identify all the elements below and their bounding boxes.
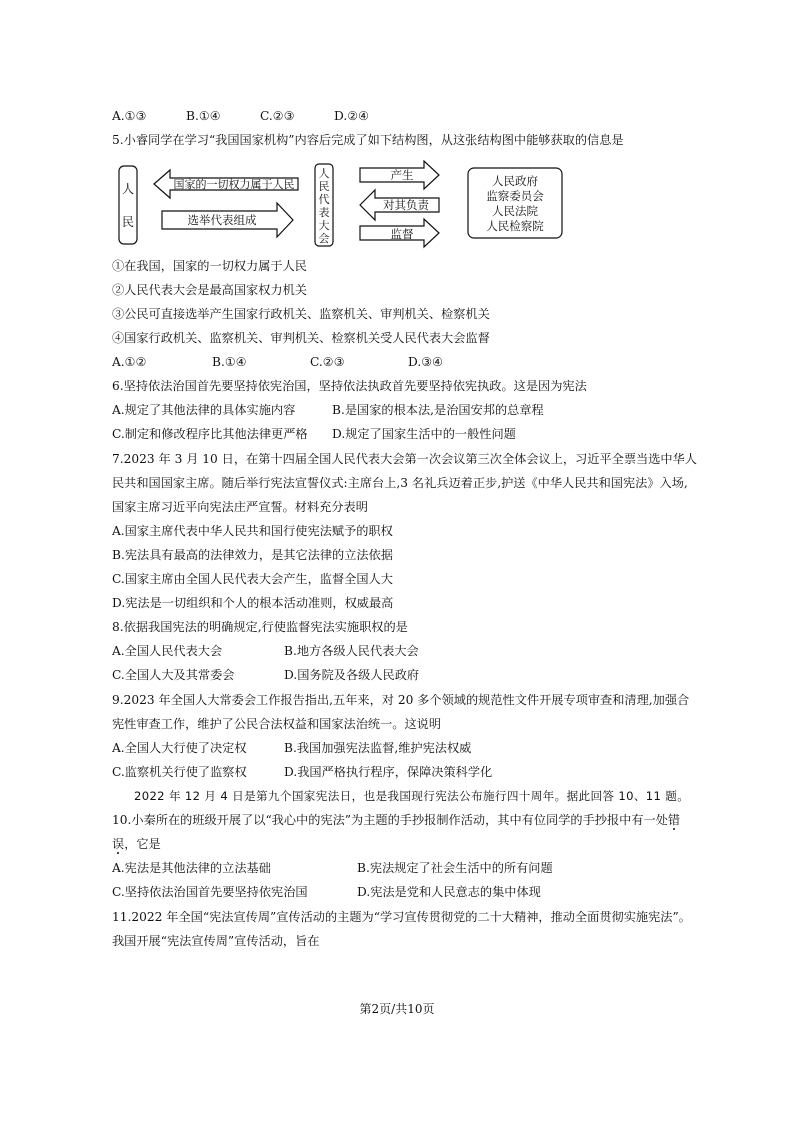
- congress-label-5: 大: [318, 219, 330, 232]
- congress-label-2: 民: [318, 180, 330, 193]
- page-number-footer: 第2页/共10页: [359, 1002, 435, 1016]
- q9-stem-line-1: 9.2023 年全国人大常委会工作报告指出,五年来，对 20 多个领域的规范性文件开展专项审查和清理,加强合: [112, 693, 690, 707]
- organ-court: 人民法院: [492, 204, 538, 218]
- q10-option-c: C.坚持依法治国首先要坚持依宪治国: [112, 885, 308, 899]
- q4-option-a: A.①③: [112, 109, 147, 123]
- q5-option-b: B.①④: [212, 355, 247, 369]
- congress-label-3: 代: [318, 193, 330, 206]
- arrow-supervise-label: 监督: [390, 227, 414, 241]
- q7-option-b: B.宪法具有最高的法律效力，是其它法律的立法依据: [112, 548, 393, 562]
- q10-stem-line-2: [112, 836, 161, 852]
- arrow-responsible-label: 对其负责: [383, 198, 429, 212]
- q10-option-d: D.宪法是党和人民意志的集中体现: [357, 885, 541, 899]
- q8-option-d: D.国务院及各级人民政府: [284, 668, 420, 682]
- q6-option-d: D.规定了国家生活中的一般性问题: [332, 427, 516, 441]
- q7-option-c: C.国家主席由全国人民代表大会产生，监督全国人大: [112, 572, 393, 586]
- q6-option-a: A.规定了其他法律的具体实施内容: [112, 403, 296, 417]
- q7-option-d: D.宪法是一切组织和个人的根本活动准则，权威最高: [112, 596, 394, 610]
- q8-option-a: A.全国人民代表大会: [112, 644, 223, 658]
- q5-statement-4: ④国家行政机关、监察机关、审判机关、检察机关受人民代表大会监督: [112, 331, 490, 345]
- q5-option-a: A.①②: [112, 355, 147, 369]
- organ-procuratorate: 人民检察院: [486, 219, 544, 233]
- q6-option-c: C.制定和修改程序比其他法律更严格: [112, 427, 308, 441]
- organ-government: 人民政府: [492, 174, 538, 188]
- q4-option-d: D.②④: [334, 109, 370, 123]
- q9-option-a: A.全国人大行使了决定权: [112, 741, 247, 755]
- q5-option-d: D.③④: [408, 355, 444, 369]
- q11-stem-line-1: 11.2022 年全国“宪法宣传周”宣传活动的主题为“学习宣传贯彻党的二十大精神，推动全面贯彻实施宪法”。: [112, 910, 691, 924]
- q5-statement-3: ③公民可直接选举产生国家行政机关、监察机关、审判机关、检察机关: [112, 307, 490, 321]
- organ-supervisory-commission: 监察委员会: [486, 189, 544, 203]
- arrow-power-label: 国家的一切权力属于人民: [173, 178, 295, 191]
- q7-option-a: A.国家主席代表中华人民共和国行使宪法赋予的职权: [112, 524, 393, 538]
- congress-label-4: 表: [318, 206, 330, 219]
- q7-stem-line-1: 7.2023 年 3 月 10 日，在第十四届全国人民代表大会第一次会议第三次全体会议上，习近平全票当选中华人: [112, 452, 697, 466]
- q7-stem-line-2: 民共和国国家主席。随后举行宪法宣誓仪式:主席台上,3 名礼兵迈着正步,护送《中华人民共和国宪法》入场,: [112, 476, 688, 490]
- q10-option-a: A.宪法是其他法律的立法基础: [112, 861, 271, 875]
- people-label-2: 民: [121, 215, 135, 229]
- q10-stem-emphasis-2: 误: [112, 837, 125, 851]
- q5-statement-2: ②人民代表大会是最高国家权力机关: [112, 283, 307, 297]
- q8-stem: 8.依据我国宪法的明确规定,行使监督宪法实施职权的是: [112, 620, 408, 634]
- q9-option-d: D.我国严格执行程序，保障决策科学化: [284, 765, 493, 779]
- q6-stem: 6.坚持依法治国首先要坚持依宪治国，坚持依法执政首先要坚持依宪执政。这是因为宪法: [112, 379, 587, 393]
- q6-option-b: B.是国家的根本法,是治国安邦的总章程: [332, 403, 544, 417]
- arrow-elect-label: 选举代表组成: [187, 213, 257, 227]
- q8-option-c: C.全国人大及其常委会: [112, 668, 235, 682]
- q4-option-c: C.②③: [260, 109, 295, 123]
- q9-option-c: C.监察机关行使了监察权: [112, 765, 247, 779]
- state-organ-structure-diagram: [112, 160, 572, 250]
- intro-10-11: 2022 年 12 月 4 日是第九个国家宪法日，也是我国现行宪法公布施行四十周年。据此回答 10、11 题。: [134, 789, 690, 803]
- q11-stem-line-2: 我国开展“宪法宣传周”宣传活动，旨在: [112, 934, 320, 948]
- people-box: [119, 166, 137, 244]
- q9-option-b: B.我国加强宪法监督,维护宪法权威: [284, 741, 472, 755]
- q10-stem-text-2: ，它是: [124, 837, 161, 851]
- q8-option-b: B.地方各级人民代表大会: [284, 644, 419, 658]
- congress-label-1: 人: [318, 167, 330, 180]
- q9-stem-line-2: 宪性审查工作，维护了公民合法权益和国家法治统一。这说明: [112, 717, 442, 731]
- q10-stem-text-1: 10.小秦所在的班级开展了以“我心中的宪法”为主题的手抄报制作活动，其中有位同学的手抄报中有一处: [112, 813, 668, 827]
- q10-stem-line-1: [112, 812, 680, 828]
- congress-label-6: 会: [318, 232, 330, 245]
- q7-stem-line-3: 国家主席习近平向宪法庄严宣誓。材料充分表明: [112, 500, 368, 514]
- q10-option-b: B.宪法规定了社会生活中的所有问题: [357, 861, 553, 875]
- q4-option-b: B.①④: [186, 109, 221, 123]
- arrow-produce-label: 产生: [390, 168, 414, 182]
- q5-statement-1: ①在我国，国家的一切权力属于人民: [112, 259, 307, 273]
- q5-stem: 5.小睿同学在学习“我国国家机构”内容后完成了如下结构图，从这张结构图中能够获取的信息是: [112, 133, 624, 147]
- q10-stem-emphasis-1: 错: [667, 813, 681, 827]
- q5-option-c: C.②③: [310, 355, 345, 369]
- people-label-1: 人: [121, 182, 135, 196]
